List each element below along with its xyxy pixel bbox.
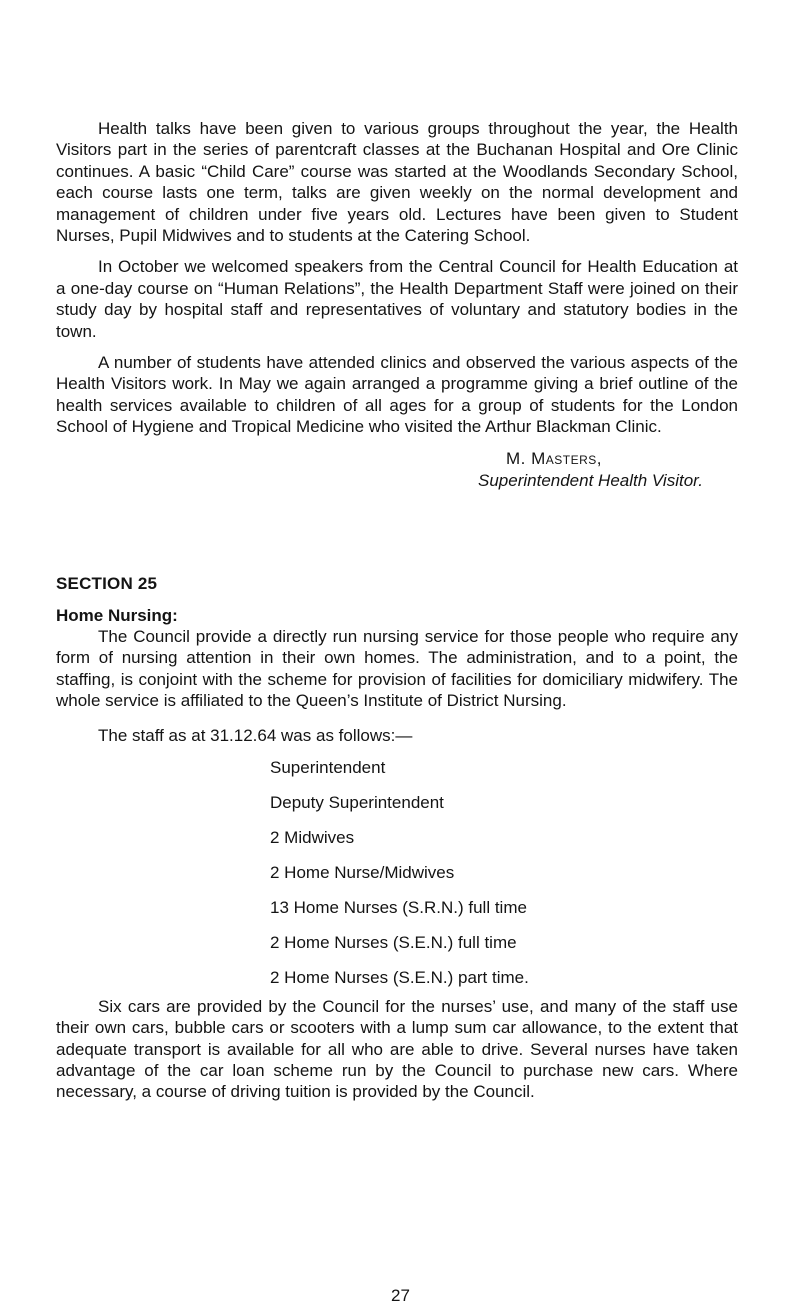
paragraph-cars: Six cars are provided by the Council for the nurses’ use, and many of the staff use their own cars, bubble cars or scooters with a lump sum car allowance, to the extent that adequate transport is available for all who are able to drive. Several nurses have taken advantage of the car loan scheme run by the Council to purchase new cars. Where necessary, a course of driving tuition is provided by the Council.: [56, 996, 738, 1102]
paragraph-october-course: In October we welcomed speakers from the Central Council for Health Education at a one-day course on “Human Relations”, the Health Department Staff were joined on their study day by hospital staff and representatives of voluntary and statutory bodies in the town.: [56, 257, 738, 341]
list-item: Deputy Superintendent: [270, 792, 444, 812]
list-item: 2 Midwives: [270, 827, 355, 847]
signature-role: Superintendent Health Visitor.: [478, 470, 703, 490]
list-item: 2 Home Nurses (S.E.N.) part time.: [270, 967, 529, 987]
signature-block: [478, 448, 738, 492]
list-item: 2 Home Nurses (S.E.N.) full time: [270, 932, 517, 952]
list-item: 13 Home Nurses (S.R.N.) full time: [270, 897, 527, 917]
list-item: 2 Home Nurse/Midwives: [270, 862, 455, 882]
document-page: [56, 118, 738, 1103]
list-item: Superintendent: [270, 757, 386, 777]
page-number: 27: [391, 1286, 410, 1305]
paragraph-health-talks: Health talks have been given to various groups throughout the year, the Health Visitors part in the series of parentcraft classes at the Buchanan Hospital and Ore Clinic continues. A basic “Child Care” course was started at the Woodlands Secondary School, each course lasts one term, talks are given weekly on the normal development and management of children under five years old. Lectures have been given to Student Nurses, Pupil Midwives and to students at the Catering School.: [56, 119, 738, 246]
section-subheading: Home Nursing:: [56, 605, 178, 625]
section-heading: SECTION 25: [56, 573, 158, 593]
paragraph-staff-lead: The staff as at 31.12.64 was as follows:—: [98, 726, 413, 746]
staff-list: [56, 757, 738, 988]
signature-name: M. Masters,: [506, 448, 603, 468]
paragraph-home-nursing-intro: The Council provide a directly run nursing service for those people who require any form of nursing attention in their own homes. The administration, and to a point, the staffing, is conjoint with the scheme for provision of facilities for domiciliary midwifery. The whole service is affiliated to the Queen’s Institute of District Nursing.: [56, 626, 738, 710]
paragraph-students: A number of students have attended clinics and observed the various aspects of the Health Visitors work. In May we again arranged a programme giving a brief outline of the health services available to children of all ages for a group of students for the London School of Hygiene and Tropical Medicine who visited the Arthur Blackman Clinic.: [56, 353, 738, 437]
